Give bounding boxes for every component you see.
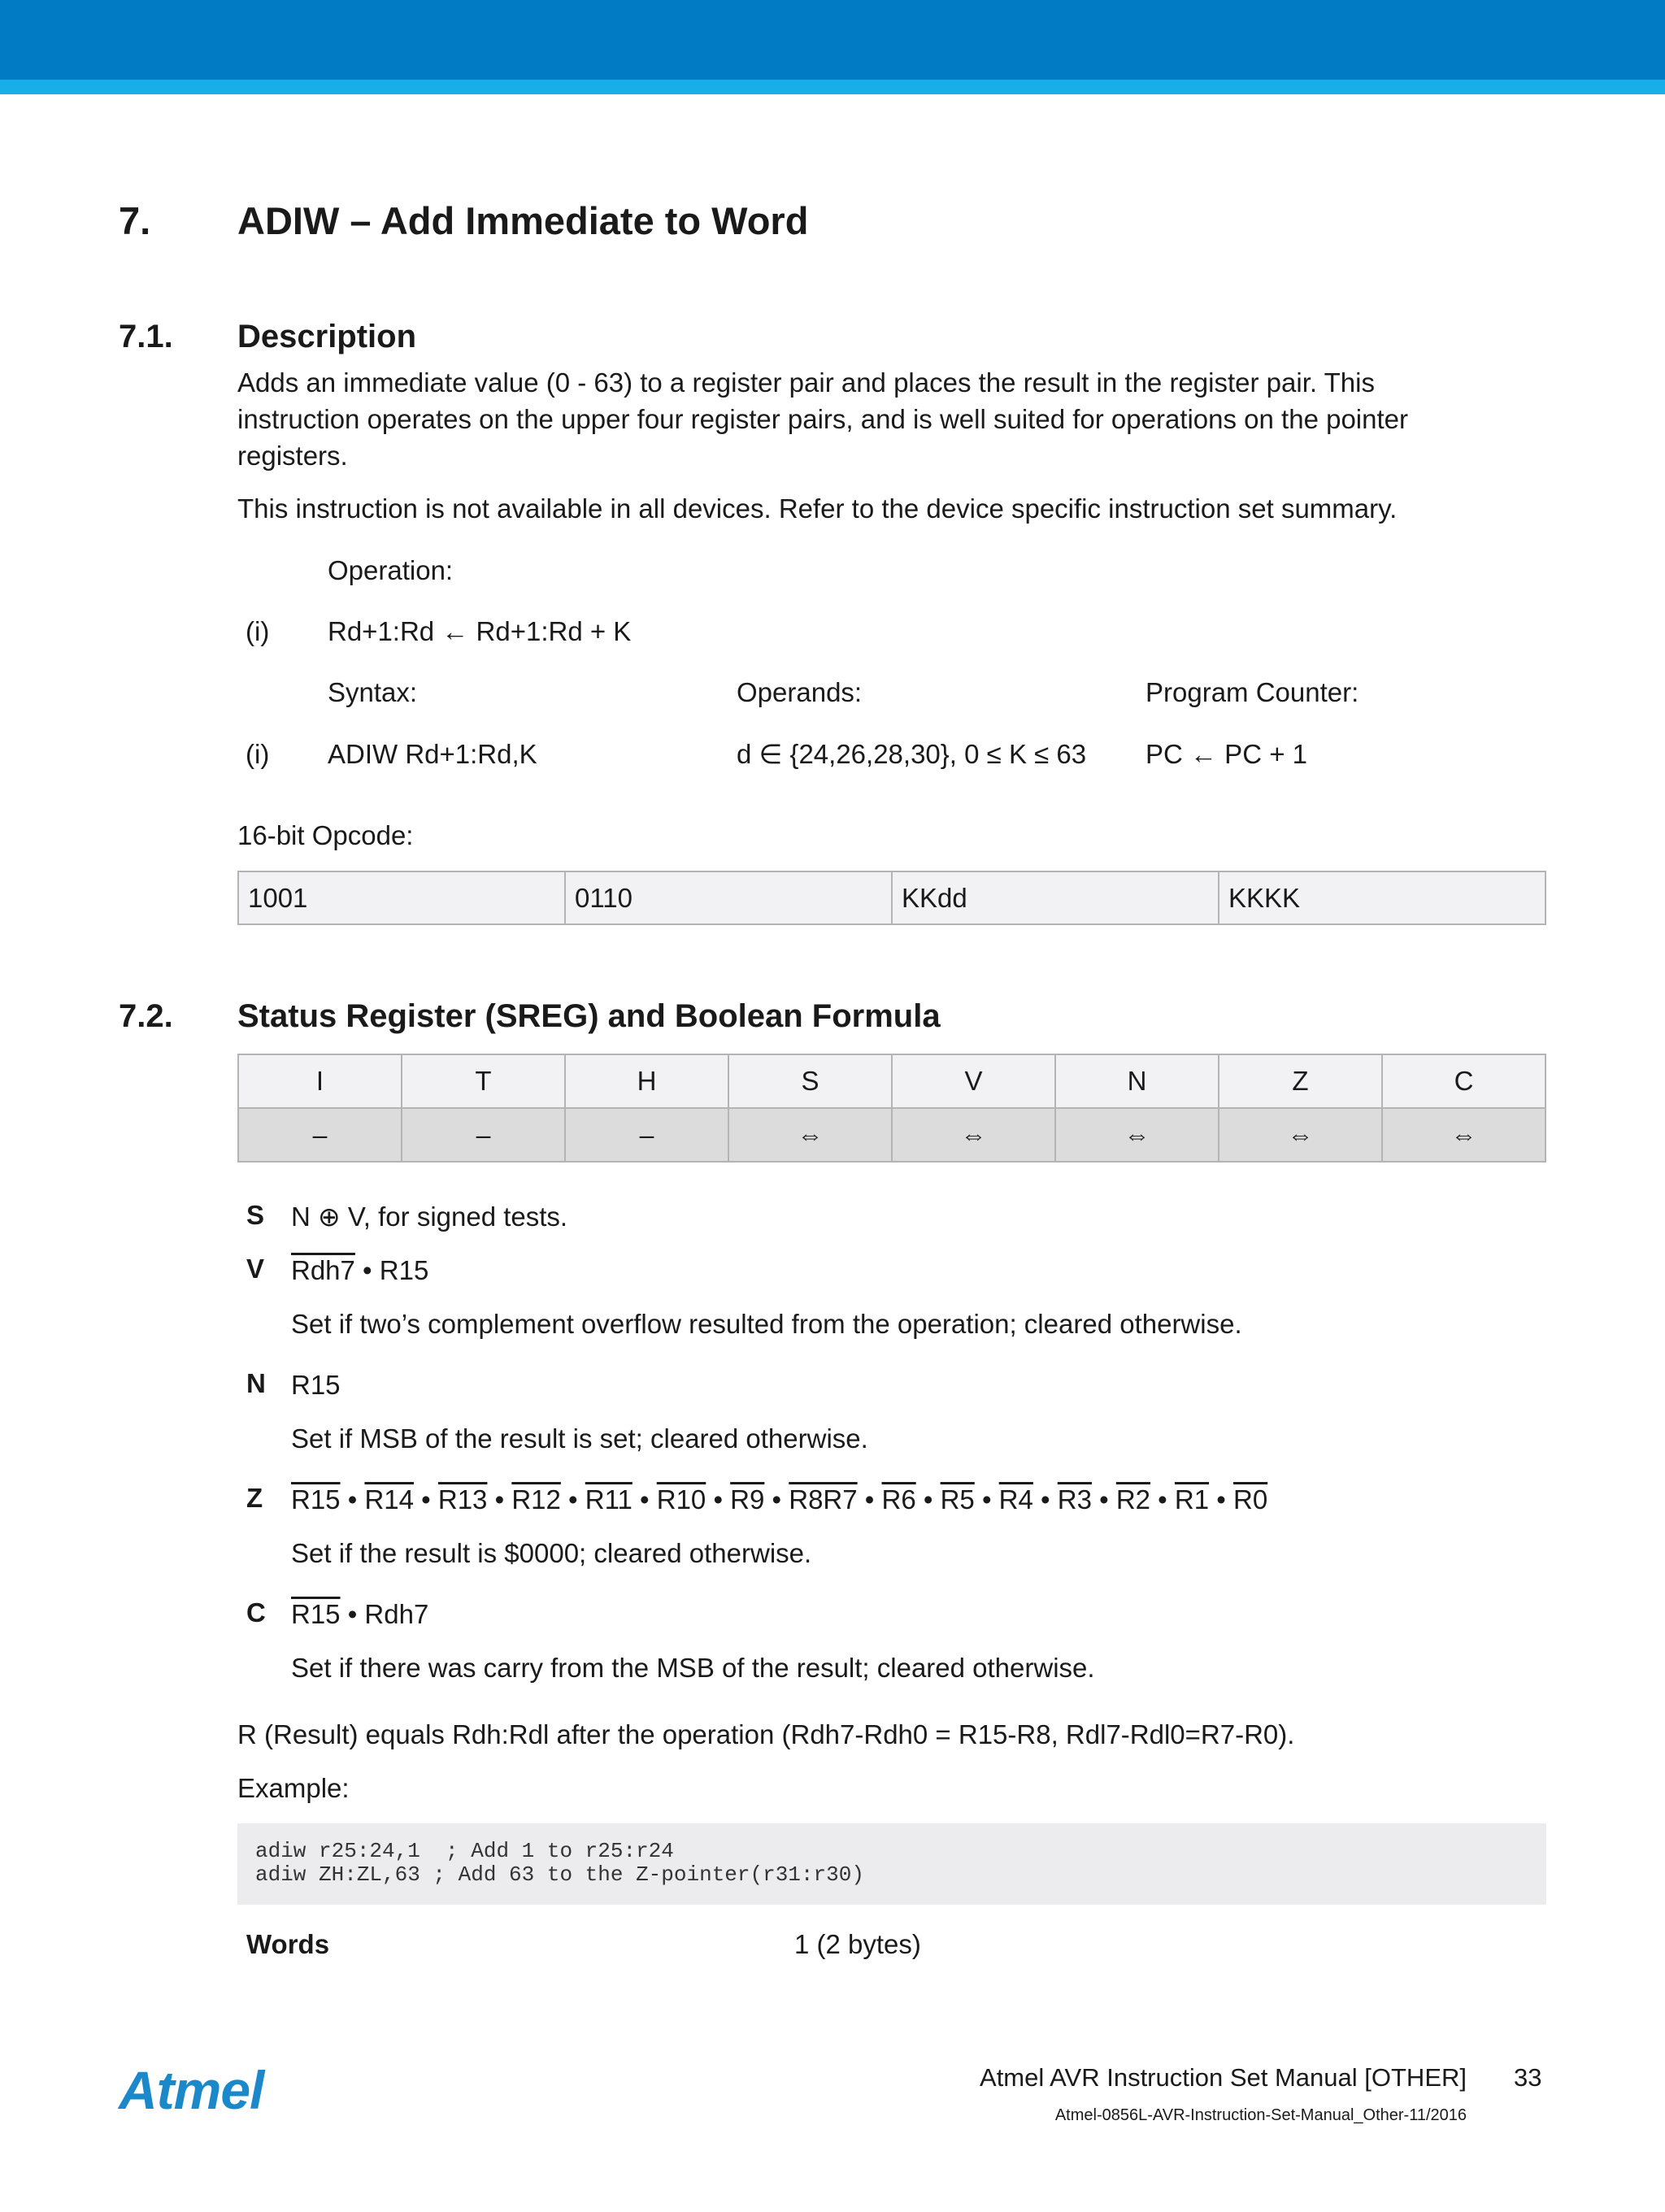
bullet-separator: • xyxy=(632,1484,657,1515)
formula-term: • Rdh7 xyxy=(340,1599,429,1629)
program-counter-label: Program Counter: xyxy=(1146,677,1359,707)
bullet-separator: • xyxy=(706,1484,731,1515)
sreg-header-cell: Z xyxy=(1219,1054,1382,1108)
bullet-separator: • xyxy=(487,1484,512,1515)
subsection-title-description: Description xyxy=(237,319,417,354)
bullet-separator: • xyxy=(1209,1484,1233,1515)
sreg-value-cell: – xyxy=(238,1108,402,1162)
sreg-header-row xyxy=(238,1054,1545,1108)
example-label: Example: xyxy=(237,1773,350,1803)
sreg-table xyxy=(237,1054,1546,1162)
atmel-logo: Atmel xyxy=(119,2060,264,2120)
sreg-value-cell: ⇔ xyxy=(1219,1108,1382,1162)
flag-n-formula: R15 xyxy=(291,1370,341,1400)
code-line: adiw r25:24,1 ; Add 1 to r25:r24 xyxy=(255,1839,674,1863)
availability-note: This instruction is not available in all devices. Refer to the device specific instruction set summary. xyxy=(237,493,1398,524)
sreg-header-cell: S xyxy=(728,1054,892,1108)
formula-term-inverted: R3 xyxy=(1057,1484,1092,1515)
sreg-value-cell: – xyxy=(402,1108,565,1162)
sreg-value-cell: – xyxy=(565,1108,728,1162)
left-arrow-icon: ← xyxy=(441,616,469,646)
flag-z-formula xyxy=(291,1481,1267,1518)
program-counter-value: PC ← PC + 1 xyxy=(1146,739,1307,769)
flag-c-formula xyxy=(291,1596,428,1632)
flag-c-letter: C xyxy=(246,1597,266,1627)
operands-value: d ∈ {24,26,28,30}, 0 ≤ K ≤ 63 xyxy=(737,739,1087,769)
page-number: 33 xyxy=(1514,2063,1542,2092)
operation-target: Rd+1:Rd xyxy=(328,616,435,646)
formula-term-inverted: Rdh7 xyxy=(291,1255,355,1285)
operands-label: Operands: xyxy=(737,677,863,707)
flag-n-description: Set if MSB of the result is set; cleared otherwise. xyxy=(291,1423,868,1454)
code-line: adiw ZH:ZL,63 ; Add 63 to the Z-pointer(r31:r30) xyxy=(255,1862,864,1887)
flag-s-formula: N ⊕ V, for signed tests. xyxy=(291,1202,568,1232)
opcode-cell: KKKK xyxy=(1219,871,1545,924)
description-paragraph xyxy=(237,364,1408,474)
formula-term-inverted: R0 xyxy=(1232,1484,1268,1515)
sreg-header-cell: T xyxy=(402,1054,565,1108)
formula-term-inverted: R15 xyxy=(291,1599,341,1629)
result-note: R (Result) equals Rdh:Rdl after the operation (Rdh7-Rdh0 = R15-R8, Rdl7-Rdl0=R7-R0). xyxy=(237,1719,1295,1749)
flag-v-description: Set if two’s complement overflow resulted from the operation; cleared otherwise. xyxy=(291,1309,1242,1339)
sreg-header-cell: I xyxy=(238,1054,402,1108)
opcode-label: 16-bit Opcode: xyxy=(237,820,414,850)
bullet-separator: • xyxy=(857,1484,882,1515)
operation-index: (i) xyxy=(246,616,270,646)
formula-term-inverted: R13 xyxy=(437,1484,488,1515)
footer-doc-id: Atmel-0856L-AVR-Instruction-Set-Manual_Other-11/2016 xyxy=(1054,2106,1467,2124)
sreg-header-cell: V xyxy=(892,1054,1055,1108)
operation-expression: Rd+1:Rd + K xyxy=(476,616,632,646)
description-line: instruction operates on the upper four register pairs, and is well suited for operations on the pointer xyxy=(237,404,1408,434)
formula-term-inverted: R15 xyxy=(291,1484,341,1515)
sreg-header-cell: H xyxy=(565,1054,728,1108)
flag-z-letter: Z xyxy=(246,1483,263,1513)
words-value: 1 (2 bytes) xyxy=(794,1929,921,1959)
sreg-value-row xyxy=(238,1108,1545,1162)
syntax-value: ADIW Rd+1:Rd,K xyxy=(328,739,537,769)
subsection-number-description: 7.1. xyxy=(119,319,173,354)
syntax-index: (i) xyxy=(246,739,270,769)
header-stripe xyxy=(0,80,1665,94)
sreg-value-cell: ⇔ xyxy=(1382,1108,1545,1162)
formula-term: • R15 xyxy=(354,1255,429,1285)
opcode-cell: KKdd xyxy=(892,871,1219,924)
flag-v-letter: V xyxy=(246,1254,265,1284)
syntax-label: Syntax: xyxy=(328,677,418,707)
bullet-separator: • xyxy=(764,1484,789,1515)
header-bar xyxy=(0,0,1665,80)
description-line: Adds an immediate value (0 - 63) to a register pair and places the result in the register pair. This xyxy=(237,367,1375,398)
section-title: ADIW – Add Immediate to Word xyxy=(237,199,809,242)
flag-z-description: Set if the result is $0000; cleared otherwise. xyxy=(291,1538,812,1568)
bullet-separator: • xyxy=(340,1484,365,1515)
flag-s-letter: S xyxy=(246,1200,265,1230)
sreg-header-cell: N xyxy=(1055,1054,1219,1108)
sreg-value-cell: ⇔ xyxy=(1055,1108,1219,1162)
footer-title: Atmel AVR Instruction Set Manual [OTHER] xyxy=(980,2063,1467,2092)
operation-label: Operation: xyxy=(328,555,454,585)
formula-term-inverted: R12 xyxy=(511,1484,561,1515)
flag-n-letter: N xyxy=(246,1368,266,1398)
formula-term-inverted: R11 xyxy=(585,1484,633,1515)
formula-term-inverted: R8R7 xyxy=(789,1484,858,1515)
formula-term-inverted: R5 xyxy=(940,1484,975,1515)
formula-term-inverted: R10 xyxy=(656,1484,706,1515)
formula-term-inverted: R4 xyxy=(998,1484,1033,1515)
formula-term-inverted: R14 xyxy=(364,1484,414,1515)
opcode-cell: 1001 xyxy=(238,871,565,924)
formula-term-inverted: R9 xyxy=(730,1484,765,1515)
sreg-header-cell: C xyxy=(1382,1054,1545,1108)
section-number: 7. xyxy=(119,199,151,242)
description-line: registers. xyxy=(237,441,348,471)
bullet-separator: • xyxy=(1150,1484,1175,1515)
sreg-value-cell: ⇔ xyxy=(728,1108,892,1162)
bullet-separator: • xyxy=(915,1484,941,1515)
formula-term-inverted: R6 xyxy=(881,1484,916,1515)
words-label: Words xyxy=(246,1929,330,1959)
bullet-separator: • xyxy=(1032,1484,1058,1515)
bullet-separator: • xyxy=(1091,1484,1116,1515)
flag-c-description: Set if there was carry from the MSB of the result; cleared otherwise. xyxy=(291,1653,1095,1683)
sreg-value-cell: ⇔ xyxy=(892,1108,1055,1162)
bullet-separator: • xyxy=(560,1484,585,1515)
operation-formula xyxy=(328,613,631,650)
opcode-table xyxy=(237,871,1546,925)
bullet-separator: • xyxy=(974,1484,999,1515)
code-example xyxy=(237,1823,1546,1905)
subsection-title-sreg: Status Register (SREG) and Boolean Formula xyxy=(237,998,941,1034)
subsection-number-sreg: 7.2. xyxy=(119,998,173,1034)
formula-term-inverted: R2 xyxy=(1115,1484,1151,1515)
flag-v-formula xyxy=(291,1252,428,1289)
bullet-separator: • xyxy=(413,1484,438,1515)
formula-term-inverted: R1 xyxy=(1174,1484,1210,1515)
opcode-cell: 0110 xyxy=(565,871,892,924)
